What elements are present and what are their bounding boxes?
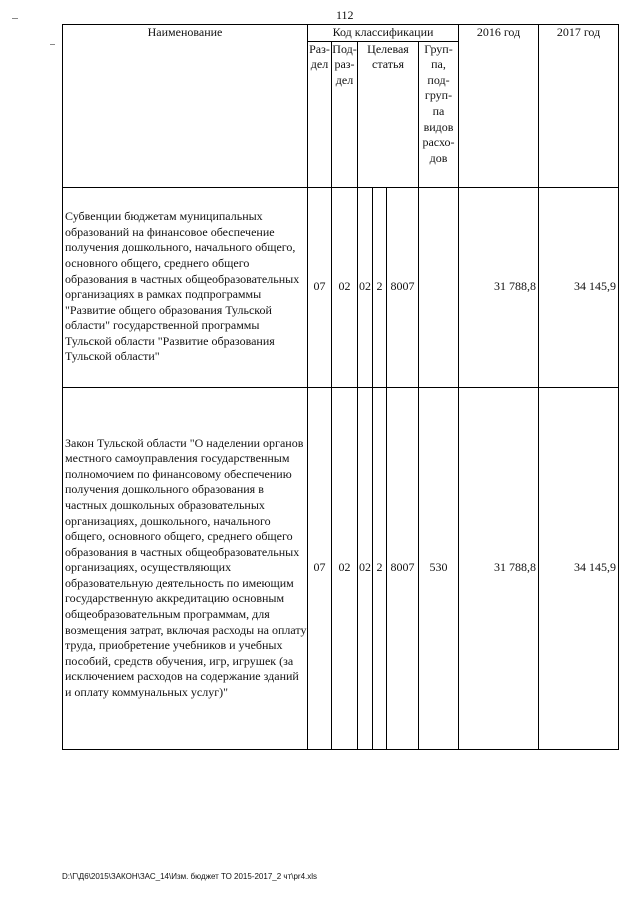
table-row	[63, 387, 619, 749]
page-number: 112	[336, 8, 354, 22]
row-target-2: 2	[373, 387, 387, 749]
row-target-3: 8007	[387, 387, 419, 749]
header-target: Целевая статья	[358, 41, 419, 187]
row-subsection: 02	[332, 187, 358, 387]
row-section: 07	[308, 187, 332, 387]
row-group: 530	[419, 387, 459, 749]
row-name: Субвенции бюджетам муниципальных образований на финансовое обеспечение получения дошкольного, начального общего, основного общего, среднего общего образования в частных общеобразовательных организациях в рамках подпрограммы "Развитие общего образования Тульской области" государственной программы Тульской области "Развитие образования Тульской области"	[63, 187, 308, 387]
header-subsection: Под- раз- дел	[332, 41, 358, 187]
row-value-2017: 34 145,9	[539, 387, 619, 749]
row-value-2017: 34 145,9	[539, 187, 619, 387]
row-target-1: 02	[358, 187, 373, 387]
row-section: 07	[308, 387, 332, 749]
header-year-2017: 2017 год	[539, 25, 619, 188]
row-target-1: 02	[358, 387, 373, 749]
header-group: Груп- па, под- груп- па видов расхо- дов	[419, 41, 459, 187]
header-section: Раз- дел	[308, 41, 332, 187]
row-name: Закон Тульской области "О наделении органов местного самоуправления государственным полномочием по финансовому обеспечению получения дошкольного образования в частных дошкольных образовательных организациях, дошкольного, начального общего, основного общего, среднего общего образования в частных общеобразовательных организациях, осуществляющих образовательную деятельность по имеющим государственную аккредитацию основным общеобразовательным программам, для возмещения затрат, включая расходы на оплату труда, приобретение учебников и учебных пособий, средств обучения, игр, игрушек (за исключением расходов на содержание зданий и оплату коммунальных услуг)"	[63, 387, 308, 749]
row-target-2: 2	[373, 187, 387, 387]
row-value-2016: 31 788,8	[459, 187, 539, 387]
file-path-footer: D:\Г\Д6\2015\ЗАКОН\ЗАС_14\Изм. бюджет ТО 2015-2017_2 чт\pr4.xls	[62, 872, 318, 881]
scan-mark	[50, 44, 55, 45]
row-subsection: 02	[332, 387, 358, 749]
header-name-label: Наименование	[147, 25, 223, 39]
table-row	[63, 187, 619, 387]
header-row	[63, 25, 619, 42]
row-target-3: 8007	[387, 187, 419, 387]
header-code: Код классификации	[308, 25, 459, 42]
row-group	[419, 187, 459, 387]
header-name	[63, 25, 308, 188]
budget-table	[62, 24, 619, 750]
scan-mark	[12, 18, 18, 19]
header-year-2016: 2016 год	[459, 25, 539, 188]
row-value-2016: 31 788,8	[459, 387, 539, 749]
